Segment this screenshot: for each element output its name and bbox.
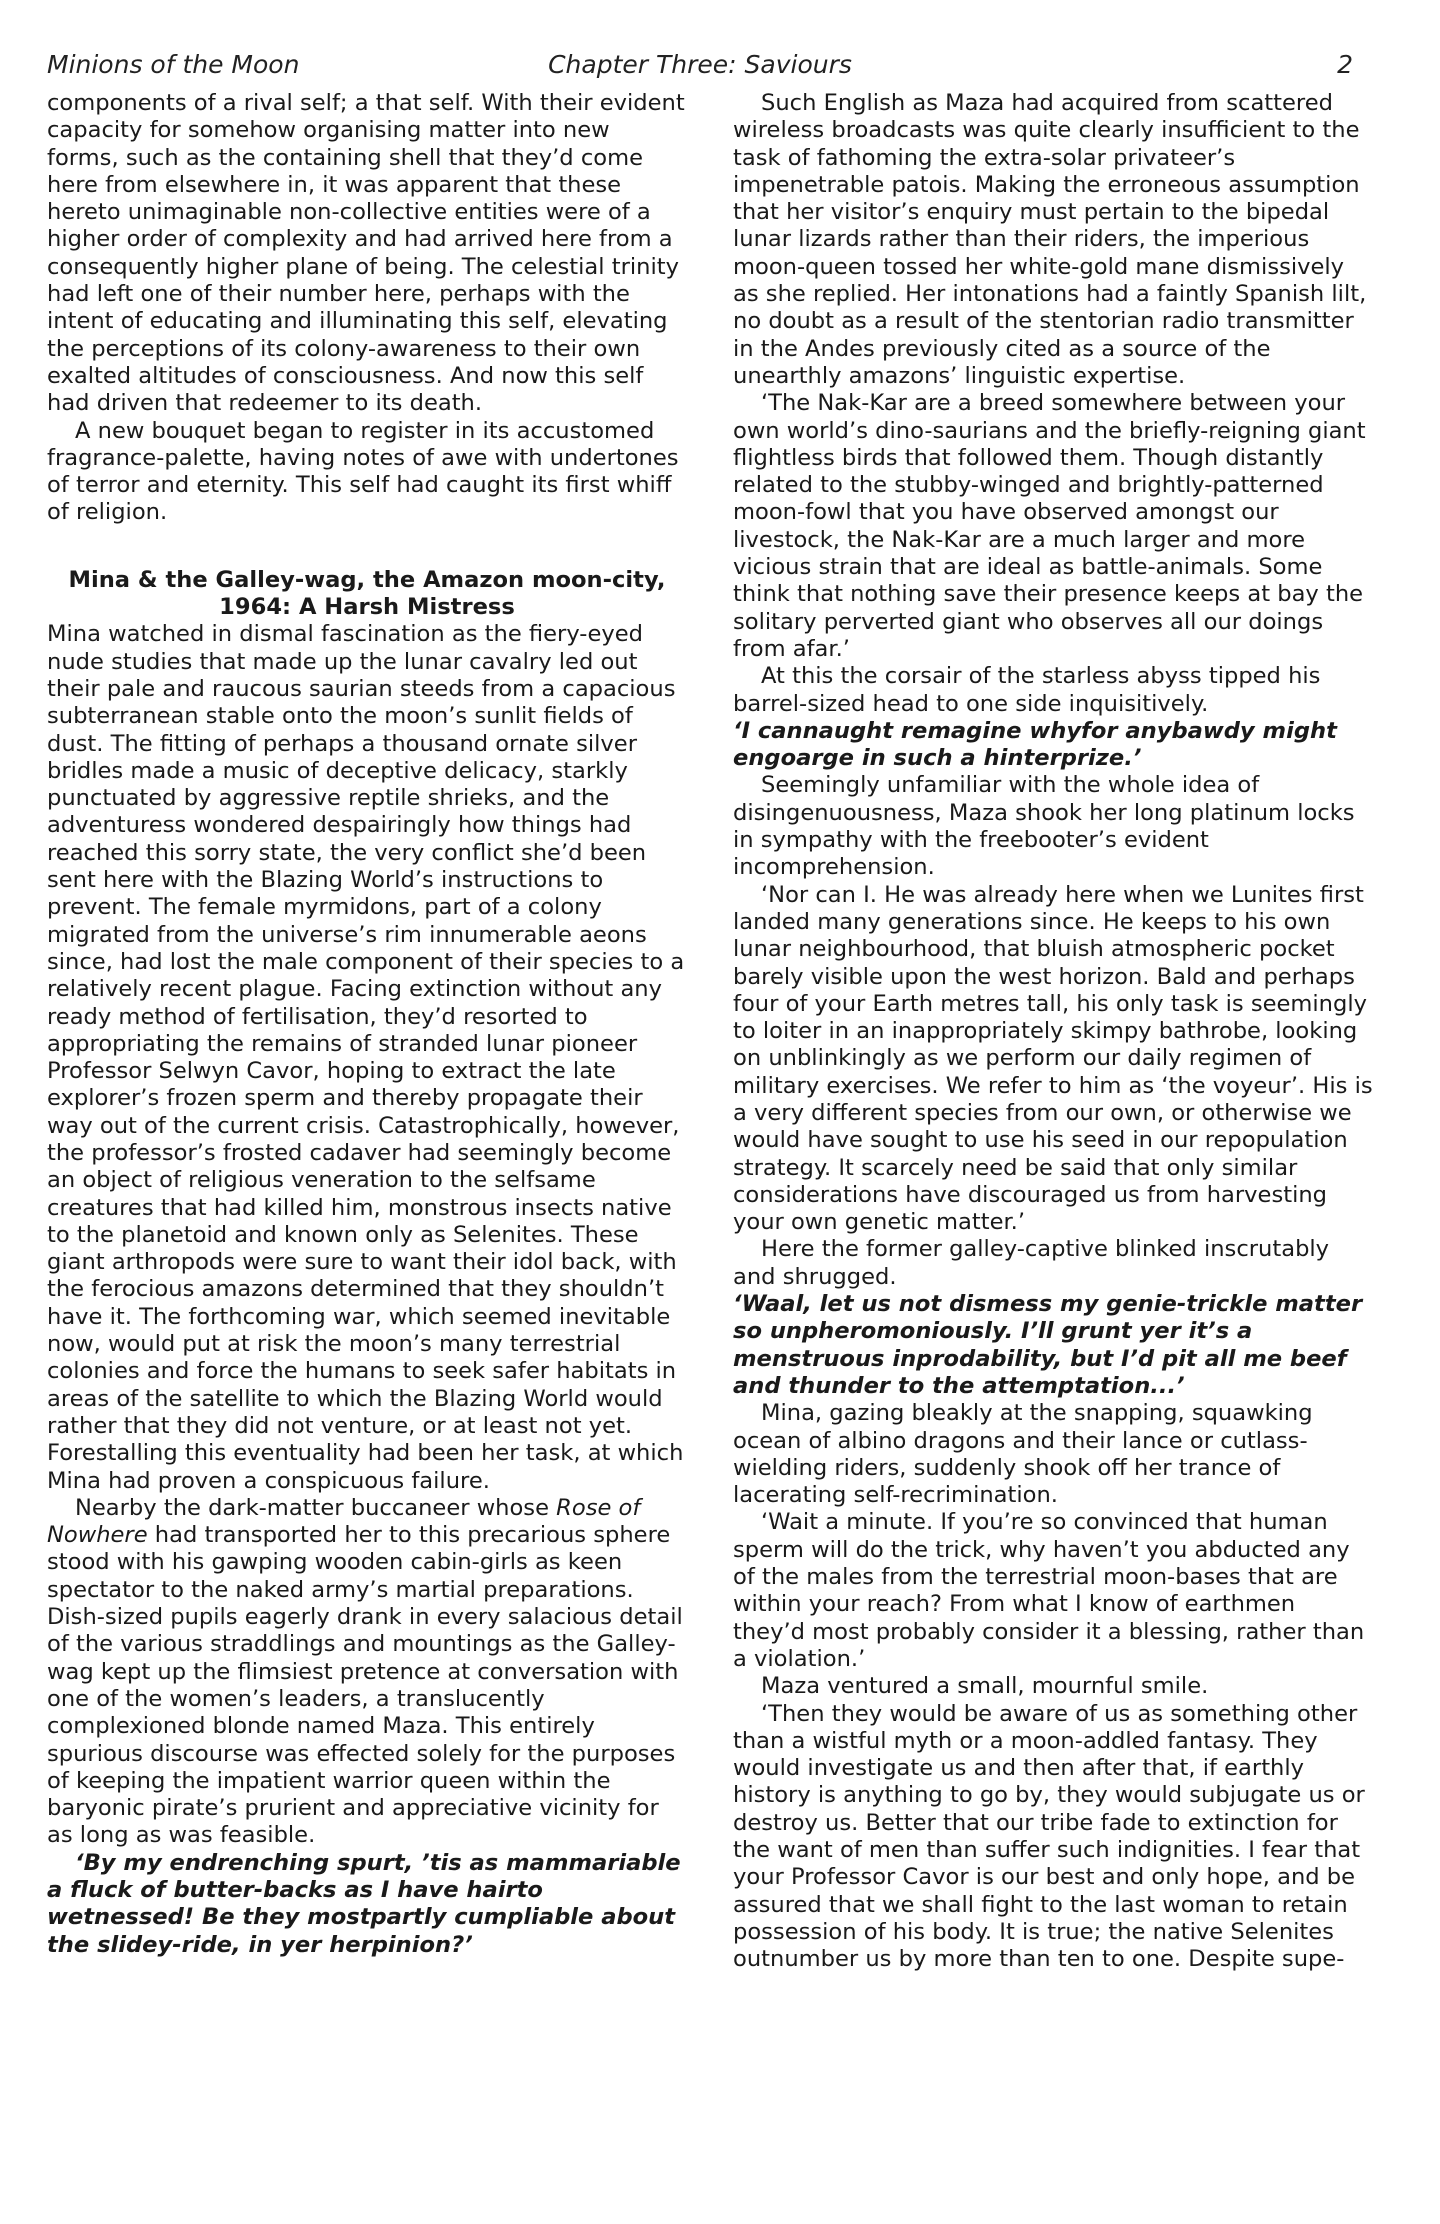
paragraph: Mina watched in dismal fascination as the fiery-eyed nude studies that made up the lunar cavalry led out their pale and raucous saurian steeds from a capacious subterranean stable onto the moon’s sunlit fields of dust. The fitting of perhaps a thousand ornate silver bridles made a music of deceptive delicacy, starkly punctuated by aggressive reptile shrieks, and the adventuress wondered despairingly how things had reached this sorry state, the very conflict she’d been sent here with the Blazing World’s instructions to prevent. The female myrmidons, part of a colony migrated from the universe’s rim innumerable aeons since, had lost the male component of their species to a relatively recent plague. Facing extinction without any ready method of fertilisation, they’d resorted to appropriating the remains of stranded lunar pioneer Professor Selwyn Cavor, hoping to extract the late explorer’s frozen sperm and thereby propagate their way out of the current crisis. Catastrophically, however, the professor’s frosted cadaver had seemingly become an object of religious veneration to the selfsame creatures that had killed him, monstrous insects native to the planetoid and known only as Selenites. These giant arthropods were sure to want their idol back, with the ferocious amazons determined that they shouldn’t have it. The forthcoming war, which seemed inevitable now, would put at risk the moon’s many terrestrial colonies and force the humans to seek safer habitats in areas of the satellite to which the Blazing World would rather that they did not venture, or at least not yet. Forestalling this eventuality had been her task, at which Mina had proven a conspicuous failure. [47, 621, 685, 1494]
ship-name: Rose of Nowhere [47, 1494, 641, 1549]
paragraph [47, 1495, 687, 1850]
paragraph: Seemingly unfamiliar with the whole idea of disingenuousness, Maza shook her long platinum locks in sympathy with the freebooter’s evident incomprehension. [733, 772, 1355, 881]
paragraph: Maza ventured a small, mournful smile. [761, 1673, 1209, 1700]
paragraph: Here the former galley-captive blinked inscrutably and shrugged. [733, 1236, 1330, 1290]
chapter-title: Chapter Three: Saviours [548, 50, 852, 79]
paragraph-text: Nearby the dark-matter buccaneer whose [75, 1494, 557, 1521]
paragraph: ‘Nor can I. He was already here when we Lunites first landed many generations since. He keeps to his own lunar neighbourhood, that bluish atmospheric pocket barely visible upon the west horizon. Bald and perhaps four of your Earth metres tall, his only task is seemingly to loiter in an inappropriately skimpy bathrobe, looking on unblinkingly as we perform our daily regimen of military exercises. We refer to him as ‘the voyeur’. His is a very different species from our own, or otherwise we would have sought to use his seed in our repopulation strategy. It scarcely need be said that only similar considerations have discouraged us from harvesting your own genetic matter.’ [733, 881, 1373, 1236]
section-heading-line: Mina & the Galley-wag, the Amazon moon-city, [68, 566, 666, 593]
section-heading [47, 567, 687, 622]
paragraph: A new bouquet began to register in its accustomed fragrance-palette, having notes of awe with undertones of terror and eternity. This self had caught its first whiff of religion. [47, 417, 679, 526]
dialogue-paragraph: ‘Waal, let us not dismess my genie-trickle matter so unpheromoniously. I’ll grunt yer it’s a menstruous inprodability, but I’d pit all me beef and thunder to the attemptation...’ [733, 1291, 1363, 1399]
section-heading-line: 1964: A Harsh Mistress [219, 594, 515, 621]
book-title: Minions of the Moon [47, 50, 300, 79]
paragraph: Mina, gazing bleakly at the snapping, squawking ocean of albino dragons and their lance or cutlass-wielding riders, suddenly shook off her trance of lacerating self-recrimination. [733, 1400, 1313, 1509]
paragraph-text: had transported her to this precarious sphere stood with his gawping wooden cabin-girls as keen spectator to the naked army’s martial preparations. Dish-sized pupils eagerly drank in every salacious detail of the various straddlings and mountings as the Galley-wag kept up the flimsiest pretence at conversation with one of the women’s leaders, a translucently complexioned blonde named Maza. This entirely spurious discourse was effected solely for the purposes of keeping the impatient warrior queen within the baryonic pirate’s prurient and appreciative vicinity for as long as was feasible. [47, 1522, 683, 1849]
right-column [733, 90, 1373, 1973]
page-number: 2 [1337, 50, 1353, 79]
paragraph: At this the corsair of the starless abyss tipped his barrel-sized head to one side inquisitively. [733, 663, 1321, 717]
paragraph: ‘Wait a minute. If you’re so convinced that human sperm will do the trick, why haven’t you abducted any of the males from the terrestrial moon-bases that are within your reach? From what I know of earthmen they’d most probably consider it a blessing, rather than a violation.’ [733, 1509, 1365, 1672]
paragraph: Such English as Maza had acquired from scattered wireless broadcasts was quite clearly insufficient to the task of fathoming the extra-solar privateer’s impenetrable patois. Making the erroneous assumption that her visitor’s enquiry must pertain to the bipedal lunar lizards rather than their riders, the imperious moon-queen tossed her white-gold mane dismissively as she replied. Her intonations had a faintly Spanish lilt, no doubt as a result of the stentorian radio transmitter in the Andes previously cited as a source of the unearthly amazons’ linguistic expertise. [733, 90, 1367, 389]
running-header [47, 50, 1353, 90]
dialogue-paragraph: ‘By my endrenching spurt, ’tis as mammariable a fluck of butter-backs as I have hairto wetnessed! Be they mostpartly cumpliable about the slidey-ride, in yer herpinion?’ [47, 1849, 681, 1958]
paragraph: components of a rival self; a that self. With their evident capacity for somehow organising matter into new forms, such as the containing shell that they’d come here from elsewhere in, it was apparent that these hereto unimaginable non-collective entities were of a higher order of complexity and had arrived here from a consequently higher plane of being. The celestial trinity had left one of their number here, perhaps with the intent of educating and illuminating this self, elevating the perceptions of its colony-awareness to their own exalted altitudes of consciousness. And now this self had driven that redeemer to its death. [47, 90, 685, 417]
left-column [47, 90, 687, 1959]
paragraph: ‘Then they would be aware of us as something other than a wistful myth or a moon-addled fantasy. They would investigate us and then after that, if earthly history is anything to go by, they would subjugate us or destroy us. Better that our tribe fade to extinction for the want of men than suffer such indignities. I fear that your Professor Cavor is our best and only hope, and be assured that we shall fight to the last woman to retain possession of his body. It is true; the native Selenites outnumber us by more than ten to one. Despite supe- [733, 1700, 1365, 1973]
paragraph: ‘The Nak-Kar are a breed somewhere between your own world’s dino-saurians and the briefly-reigning giant flightless birds that followed them. Though distantly related to the stubby-winged and brightly-patterned moon-fowl that you have observed amongst our livestock, the Nak-Kar are a much larger and more vicious strain that are ideal as battle-animals. Some think that nothing save their presence keeps at bay the solitary perverted giant who observes all our doings from afar.’ [733, 390, 1366, 662]
dialogue-paragraph: ‘I cannaught remagine whyfor anybawdy might engoarge in such a hinterprize.’ [733, 717, 1337, 772]
